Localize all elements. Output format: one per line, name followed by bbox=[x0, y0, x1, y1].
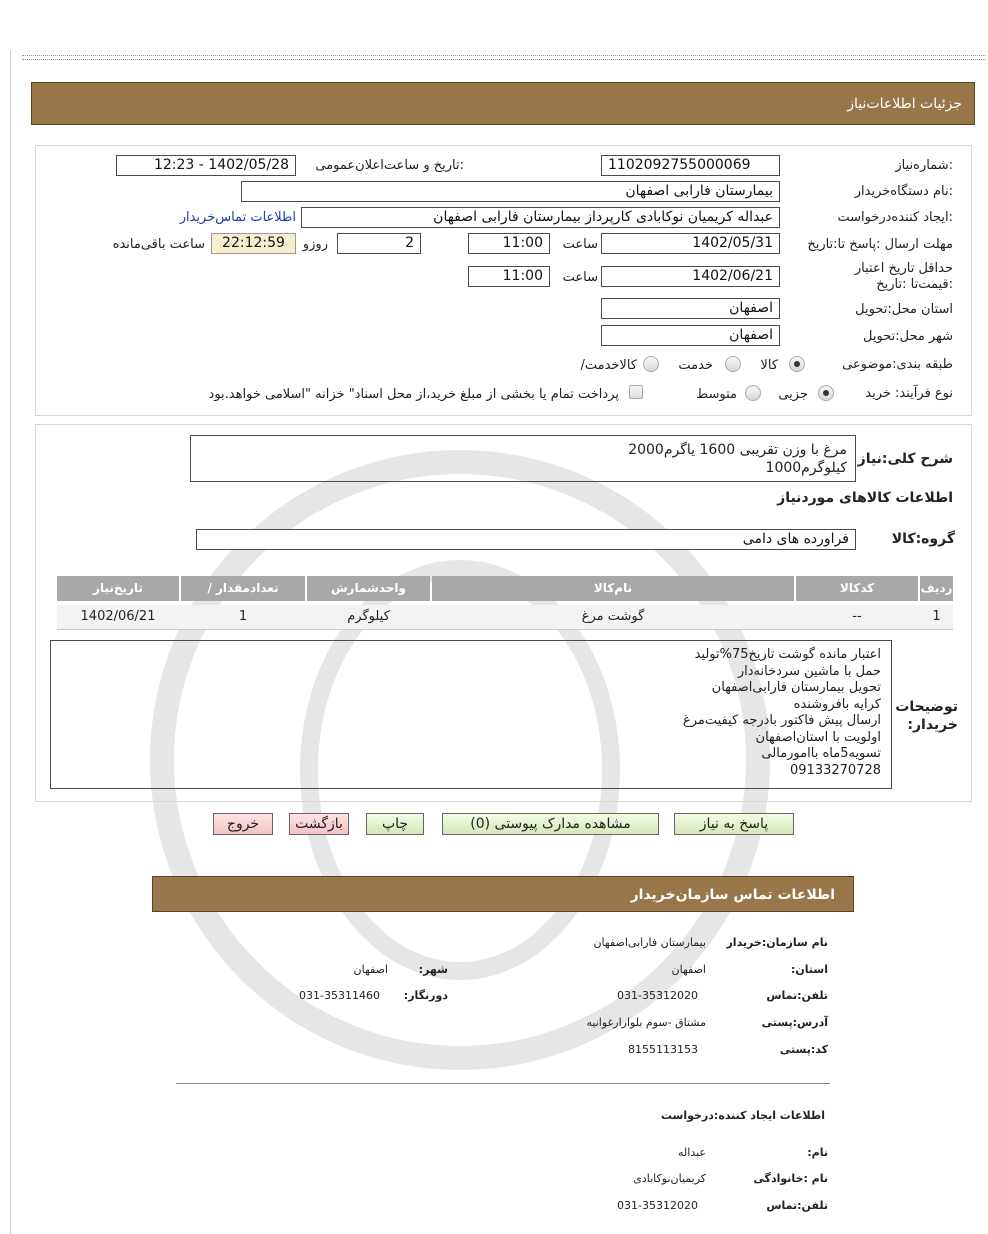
creator-phone-value: 031-35312020 bbox=[617, 1199, 698, 1212]
announce-date-field: 1402/05/28 - 12:23 bbox=[116, 155, 296, 176]
goods-info-title: اطلاعات کالاهای مورد‌نیاز bbox=[777, 490, 953, 506]
contact-org-value: بیمارستان فارابی‌اصفهان bbox=[593, 936, 706, 949]
contact-fax-label: :دورنگار bbox=[403, 989, 448, 1002]
buyer-contact-link[interactable]: اطلاعات تماس‌خریدار bbox=[179, 210, 296, 225]
process-medium-radio[interactable] bbox=[745, 385, 761, 401]
view-attachments-button[interactable]: مشاهده مدارک پیوستی (0) bbox=[442, 813, 659, 835]
province-label: استان محل:تحویل bbox=[855, 302, 953, 317]
note-line: ارسال پیش فاکتور بادرجه کیفیت‌مرغ bbox=[682, 713, 881, 728]
cell-row-number: 1 bbox=[932, 609, 941, 624]
cell-need-date: 1402/06/21 bbox=[80, 609, 156, 624]
page-title: جزئیات اطلاعات‌نیاز bbox=[847, 96, 962, 112]
note-line: اولویت با استان‌اصفهان bbox=[755, 729, 881, 745]
summary-line-1: مرغ با وزن تقریبی 1600 یاگرم2000 bbox=[628, 442, 847, 458]
province-field: اصفهان bbox=[601, 298, 780, 319]
left-border-line bbox=[10, 50, 11, 1234]
note-line: کرایه بافروشنده bbox=[793, 696, 881, 712]
city-label: شهر محل:تحویل bbox=[863, 329, 953, 344]
contact-city-value: اصفهان bbox=[353, 963, 388, 976]
validity-date-field: 1402/06/21 bbox=[601, 266, 780, 287]
category-goods-radio[interactable] bbox=[789, 356, 805, 372]
contact-fax-value: 031-35311460 bbox=[299, 989, 380, 1002]
note-line: حمل با ماشین سردخانه‌دار bbox=[737, 663, 881, 679]
days-field: 2 bbox=[337, 233, 421, 254]
category-label: طبقه بندی:موضوعی bbox=[842, 357, 953, 372]
contact-title: اطلاعات تماس سازمان‌خریدار bbox=[630, 887, 835, 903]
col-header-unit: واحدشمارش bbox=[307, 576, 430, 601]
contact-address-label: آدرس:پستی bbox=[761, 1016, 828, 1029]
exit-button[interactable]: خروج bbox=[213, 813, 273, 835]
back-button[interactable]: بازگشت bbox=[289, 813, 349, 835]
days-label: روزو bbox=[302, 237, 328, 252]
send-time-label: ساعت bbox=[562, 237, 598, 252]
contact-city-label: :شهر bbox=[418, 963, 448, 976]
creator-phone-label: تلفن:تماس bbox=[766, 1199, 828, 1212]
print-button[interactable]: چاپ bbox=[366, 813, 424, 835]
note-line: اعتبار مانده گوشت تاریخ75%تولید bbox=[694, 647, 881, 662]
category-goods-service-label: /کالاخدمت bbox=[580, 358, 637, 373]
contact-header bbox=[152, 876, 854, 912]
contact-phone-value: 031-35312020 bbox=[617, 989, 698, 1002]
contact-province-value: اصفهان bbox=[671, 963, 706, 976]
contact-postal-value: 8155113153 bbox=[628, 1043, 698, 1056]
validity-label: حداقل تاریخ اعتبار :قیمت‌تا :تاریخ bbox=[854, 261, 953, 292]
announce-date-label: تاریخ و ساعت‌اعلان‌عمومی: bbox=[315, 158, 464, 173]
send-date-field: 1402/05/31 bbox=[601, 233, 780, 254]
col-header-row: ردیف bbox=[920, 576, 953, 601]
treasury-payment-checkbox[interactable] bbox=[629, 385, 643, 399]
notes-label bbox=[895, 698, 958, 734]
goods-group-label: گروه:کالا bbox=[891, 531, 955, 547]
city-field: اصفهان bbox=[601, 325, 780, 346]
notes-label-line-2: :خریدار bbox=[907, 717, 958, 733]
process-medium-label: متوسط bbox=[696, 387, 737, 402]
page-header bbox=[31, 82, 975, 125]
remaining-label: ساعت باقی‌مانده bbox=[112, 237, 205, 252]
note-line: تسویه5ماه باامورمالی bbox=[761, 746, 881, 761]
col-header-qty: / تعدادمقدار bbox=[181, 576, 305, 601]
summary-label: شرح کلی:نیاز bbox=[857, 451, 953, 467]
need-number-field: 1102092755000069 bbox=[601, 155, 780, 176]
buyer-org-field: بیمارستان فارابی اصفهان bbox=[241, 181, 780, 202]
goods-group-field: فراورده های دامی bbox=[196, 529, 856, 550]
creator-info-title: اطلاعات ایجاد کننده:درخواست bbox=[660, 1109, 825, 1122]
cell-goods-name: گوشت مرغ bbox=[581, 609, 645, 624]
contact-address-value: مشتاق -سوم بلوارارغوانیه bbox=[586, 1016, 706, 1029]
creator-field: عبداله کریمیان نوکابادی کارپرداز بیمارستان فارابی اصفهان bbox=[301, 207, 780, 228]
category-goods-service-radio[interactable] bbox=[643, 356, 659, 372]
category-service-radio[interactable] bbox=[725, 356, 741, 372]
creator-family-label: نام :خانوادگی bbox=[753, 1172, 828, 1185]
notes-box bbox=[50, 640, 892, 789]
cell-goods-code: -- bbox=[852, 609, 862, 624]
note-line: تحویل بیمارستان فارابی‌اصفهان bbox=[711, 680, 881, 695]
send-deadline-label: مهلت ارسال :پاسخ تا:تاریخ bbox=[807, 237, 953, 252]
col-header-name: نام‌کالا bbox=[432, 576, 794, 601]
contact-phone-label: تلفن:تماس bbox=[766, 989, 828, 1002]
contact-postal-label: کد:پستی bbox=[779, 1043, 828, 1056]
summary-line-2: کیلوگرم1000 bbox=[765, 460, 847, 476]
summary-box bbox=[190, 435, 856, 482]
buyer-org-label: نام دستگاه‌خریدار: bbox=[854, 184, 953, 199]
process-type-label: نوع فرآیند: خرید bbox=[865, 386, 953, 401]
send-time-field: 11:00 bbox=[468, 233, 550, 254]
cell-unit: کیلوگرم bbox=[347, 609, 390, 624]
creator-family-value: کریمیان‌نوکابادی bbox=[633, 1172, 706, 1185]
remaining-time-field: 22:12:59 bbox=[211, 233, 296, 254]
creator-name-value: عبداله bbox=[678, 1146, 706, 1159]
cell-quantity: 1 bbox=[238, 609, 248, 624]
contact-divider bbox=[176, 1083, 830, 1084]
validity-time-label: ساعت bbox=[562, 270, 598, 285]
treasury-payment-note: پرداخت تمام یا بخشی از مبلغ خرید،از محل اسناد" خزانه "اسلامی خواهد.بود bbox=[208, 387, 619, 402]
note-line: 09133270728 bbox=[790, 762, 881, 778]
validity-time-field: 11:00 bbox=[468, 266, 550, 287]
category-service-label: خدمت bbox=[678, 358, 713, 373]
process-partial-label: جزیی bbox=[778, 387, 808, 402]
category-goods-label: کالا bbox=[760, 358, 778, 373]
col-header-code: کدکالا bbox=[796, 576, 918, 601]
contact-org-label: نام سازمان:خریدار bbox=[726, 936, 828, 949]
top-dotted-separator bbox=[22, 55, 986, 60]
reply-to-need-button[interactable]: پاسخ به نیاز bbox=[674, 813, 794, 835]
notes-label-line-1: توضیحات bbox=[895, 699, 958, 715]
creator-name-label: :نام bbox=[807, 1146, 828, 1159]
need-number-label: شماره‌نیاز: bbox=[895, 158, 953, 173]
process-partial-radio[interactable] bbox=[818, 385, 834, 401]
col-header-date: تاریخ‌نیاز bbox=[57, 576, 179, 601]
creator-label: ایجاد کننده‌درخواست: bbox=[837, 210, 953, 225]
contact-province-label: :استان bbox=[790, 963, 828, 976]
